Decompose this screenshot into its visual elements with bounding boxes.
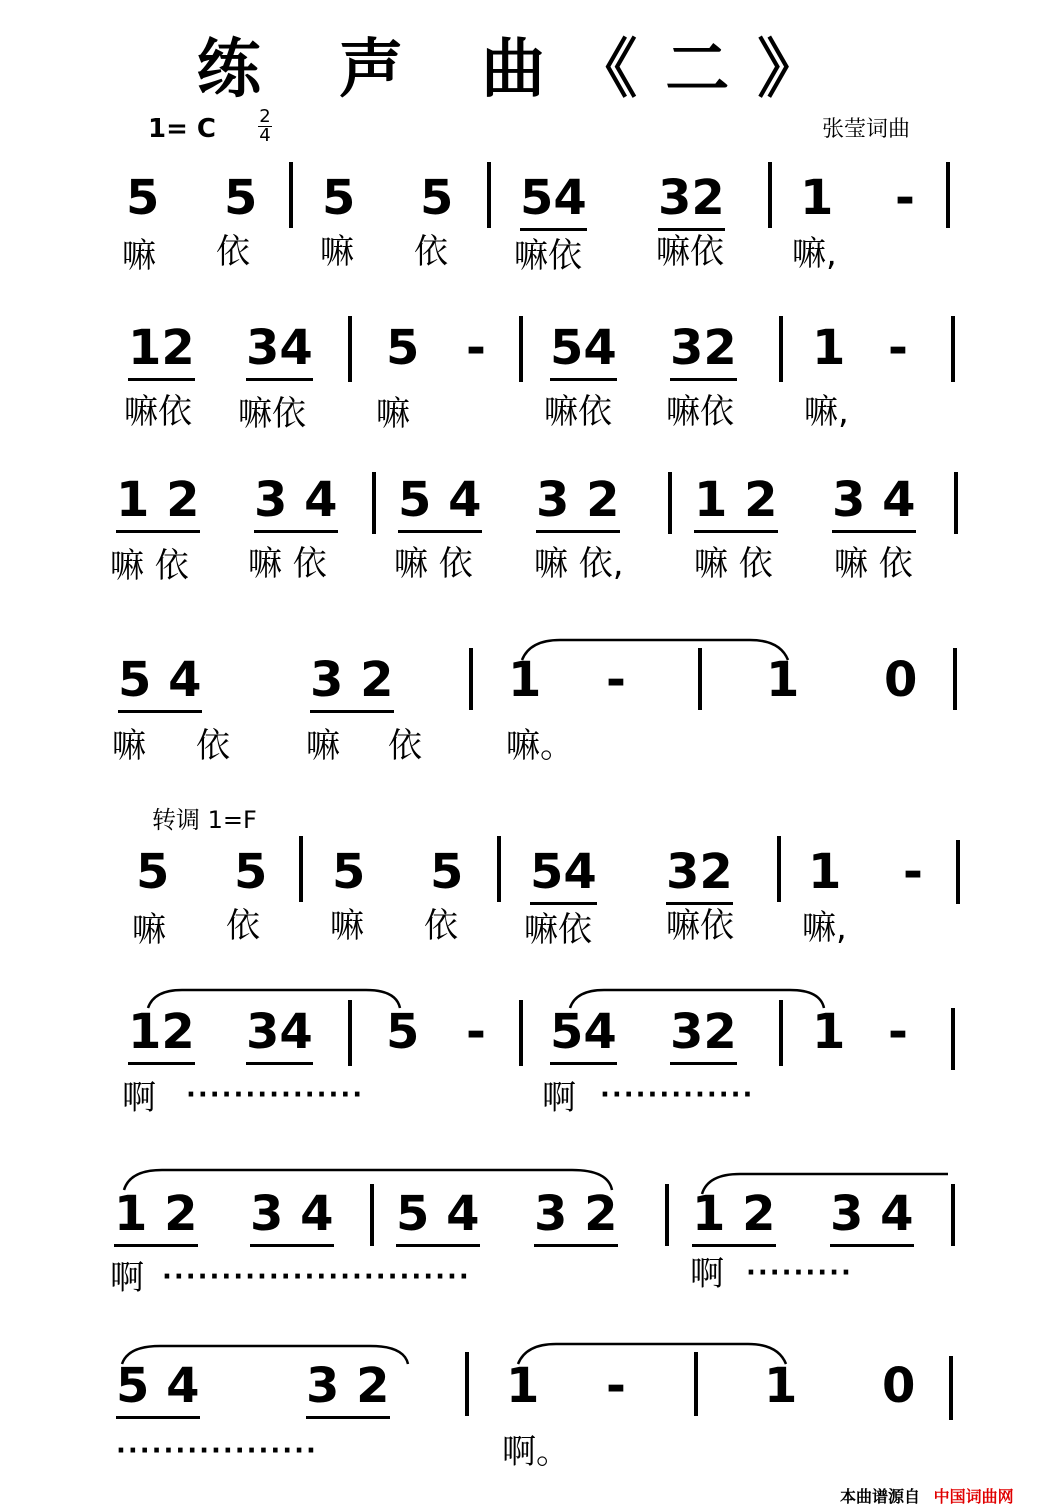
lyric: 嘛 bbox=[132, 910, 166, 950]
barline bbox=[668, 472, 672, 534]
barline bbox=[951, 1008, 955, 1070]
lyric: 嘛依 bbox=[666, 392, 734, 432]
barline bbox=[956, 840, 960, 904]
lyric: 嘛 bbox=[306, 726, 340, 766]
lyric-dots: ············· bbox=[600, 1080, 755, 1110]
note: - bbox=[606, 1358, 626, 1414]
note: 32 bbox=[658, 170, 725, 231]
note: - bbox=[888, 1004, 908, 1060]
note: 5 bbox=[332, 844, 366, 900]
note: 5 bbox=[322, 170, 356, 226]
note: 5 bbox=[386, 1004, 420, 1060]
note: 1 bbox=[508, 652, 542, 708]
note: 5 4 bbox=[118, 652, 202, 713]
note: 1 bbox=[800, 170, 834, 226]
note: 0 bbox=[882, 1358, 916, 1414]
lyric: 啊。 bbox=[502, 1432, 570, 1472]
lyric: 嘛 依 bbox=[694, 544, 773, 584]
time-signature-bottom: 4 bbox=[259, 125, 271, 146]
lyric: 嘛。 bbox=[506, 726, 574, 766]
note: 5 bbox=[386, 320, 420, 376]
lyric: 依 bbox=[216, 232, 250, 272]
barline bbox=[954, 472, 958, 534]
barline bbox=[951, 1184, 955, 1246]
note: 1 bbox=[766, 652, 800, 708]
lyric: 啊 bbox=[690, 1254, 724, 1294]
note: 54 bbox=[530, 844, 597, 905]
note: 3 4 bbox=[250, 1186, 334, 1247]
lyric: 嘛 依 bbox=[834, 544, 913, 584]
note: 3 4 bbox=[830, 1186, 914, 1247]
note: 5 4 bbox=[398, 472, 482, 533]
note: 32 bbox=[666, 844, 733, 905]
barline bbox=[949, 1356, 953, 1420]
page-title: 练 声 曲《二》 bbox=[196, 33, 850, 107]
note: 1 2 bbox=[116, 472, 200, 533]
lyric: 嘛依 bbox=[514, 236, 582, 276]
note: 3 2 bbox=[310, 652, 394, 713]
note: - bbox=[466, 320, 486, 376]
barline bbox=[497, 836, 501, 902]
lyric: 嘛, bbox=[792, 234, 837, 274]
note: - bbox=[606, 652, 626, 708]
lyric: 嘛 依 bbox=[110, 546, 189, 586]
barline bbox=[953, 648, 957, 710]
lyric: 依 bbox=[388, 726, 422, 766]
lyric-dots: ··············· bbox=[186, 1080, 365, 1110]
lyric: 嘛 bbox=[320, 232, 354, 272]
time-signature bbox=[258, 108, 272, 145]
lyric: 嘛 依 bbox=[394, 544, 473, 584]
note: 5 bbox=[234, 844, 268, 900]
note: - bbox=[888, 320, 908, 376]
note: 12 bbox=[128, 320, 195, 381]
lyric: 嘛, bbox=[802, 908, 847, 948]
lyric: 嘛 bbox=[112, 726, 146, 766]
lyric: 嘛依 bbox=[656, 232, 724, 272]
lyric: 嘛 bbox=[376, 394, 410, 434]
note: 3 2 bbox=[534, 1186, 618, 1247]
note: - bbox=[466, 1004, 486, 1060]
barline bbox=[299, 836, 303, 902]
note: 5 bbox=[420, 170, 454, 226]
barline bbox=[372, 472, 376, 534]
note: 5 bbox=[126, 170, 160, 226]
barline bbox=[348, 1000, 352, 1066]
note: 1 bbox=[812, 1004, 846, 1060]
note: - bbox=[895, 170, 915, 226]
note: 34 bbox=[246, 320, 313, 381]
barline bbox=[370, 1184, 374, 1246]
lyric: 依 bbox=[196, 726, 230, 766]
barline bbox=[694, 1352, 698, 1416]
author-credit: 张莹词曲 bbox=[822, 117, 911, 142]
barline bbox=[519, 1000, 523, 1066]
lyric: 嘛依 bbox=[666, 906, 734, 946]
note: 1 2 bbox=[692, 1186, 776, 1247]
lyric-dots: ·························· bbox=[162, 1262, 471, 1292]
lyric: 啊 bbox=[122, 1078, 156, 1118]
lyric: 嘛 依 bbox=[248, 544, 327, 584]
note: 1 bbox=[764, 1358, 798, 1414]
note: 32 bbox=[670, 320, 737, 381]
note: 54 bbox=[550, 320, 617, 381]
lyric: 依 bbox=[226, 906, 260, 946]
note: 3 4 bbox=[832, 472, 916, 533]
lyric: 嘛, bbox=[804, 392, 849, 432]
note: 3 2 bbox=[536, 472, 620, 533]
barline bbox=[469, 648, 473, 710]
barline bbox=[768, 162, 772, 228]
lyric: 嘛 bbox=[330, 906, 364, 946]
note: 54 bbox=[550, 1004, 617, 1065]
slur bbox=[520, 638, 790, 662]
lyric: 依 bbox=[414, 232, 448, 272]
note: 54 bbox=[520, 170, 587, 231]
barline bbox=[465, 1352, 469, 1416]
lyric: 嘛 bbox=[122, 236, 156, 276]
footer-site-link[interactable]: 中国词曲网 bbox=[933, 1487, 1014, 1506]
barline bbox=[779, 1000, 783, 1066]
footer-source-label: 本曲谱源自 bbox=[840, 1487, 921, 1506]
lyric: 嘛依 bbox=[544, 392, 612, 432]
note: 5 bbox=[224, 170, 258, 226]
lyric: 嘛依 bbox=[124, 392, 192, 432]
time-signature-top: 2 bbox=[259, 106, 271, 127]
note: 1 bbox=[812, 320, 846, 376]
note: 5 4 bbox=[116, 1358, 200, 1419]
barline bbox=[777, 836, 781, 902]
lyric: 啊 bbox=[542, 1078, 576, 1118]
note: 1 2 bbox=[114, 1186, 198, 1247]
footer-source bbox=[840, 1484, 1014, 1507]
note: 5 bbox=[430, 844, 464, 900]
note: 1 2 bbox=[694, 472, 778, 533]
lyric: 啊 bbox=[110, 1258, 144, 1298]
note: 12 bbox=[128, 1004, 195, 1065]
lyric: 嘛依 bbox=[238, 394, 306, 434]
note: 1 bbox=[506, 1358, 540, 1414]
barline bbox=[698, 648, 702, 710]
note: 5 4 bbox=[396, 1186, 480, 1247]
barline bbox=[487, 162, 491, 228]
lyric-dots: ········· bbox=[746, 1258, 853, 1288]
barline bbox=[779, 316, 783, 382]
barline bbox=[348, 316, 352, 382]
barline bbox=[946, 162, 950, 228]
note: 32 bbox=[670, 1004, 737, 1065]
slur bbox=[516, 1342, 788, 1366]
key-signature: 1= C bbox=[148, 114, 217, 144]
barline bbox=[289, 162, 293, 228]
note: 34 bbox=[246, 1004, 313, 1065]
note: 5 bbox=[136, 844, 170, 900]
lyric: 依 bbox=[424, 906, 458, 946]
modulation-label: 转调 1=F bbox=[152, 806, 257, 834]
lyric: 嘛 依, bbox=[534, 544, 624, 584]
note: 3 2 bbox=[306, 1358, 390, 1419]
note: 3 4 bbox=[254, 472, 338, 533]
barline bbox=[951, 316, 955, 382]
note: 1 bbox=[808, 844, 842, 900]
barline bbox=[519, 316, 523, 382]
note: 0 bbox=[884, 652, 918, 708]
note: - bbox=[903, 844, 923, 900]
lyric-dots: ················· bbox=[116, 1436, 318, 1466]
barline bbox=[665, 1184, 669, 1246]
lyric: 嘛依 bbox=[524, 910, 592, 950]
